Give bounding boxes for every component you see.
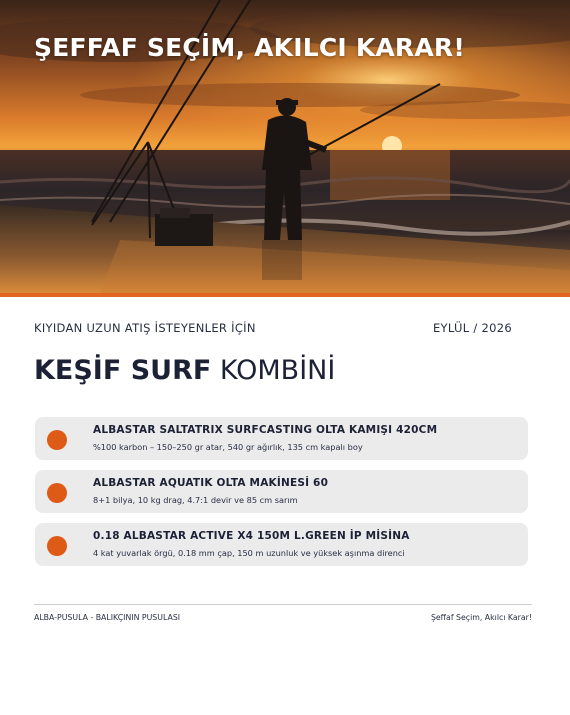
kicker-text: KIYIDAN UZUN ATIŞ İSTEYENLER İÇİN bbox=[34, 321, 256, 335]
product-card-line bbox=[35, 523, 528, 566]
hero-title: ŞEFFAF SEÇİM, AKILCI KARAR! bbox=[34, 33, 465, 62]
hero-divider bbox=[0, 293, 570, 297]
footer-divider bbox=[34, 604, 532, 605]
product-name: ALBASTAR AQUATIK OLTA MAKİNESİ 60 bbox=[93, 477, 329, 489]
footer-brand: ALBA-PUSULA - BALIKÇININ PUSULASI bbox=[34, 613, 181, 622]
page-title-regular: KOMBİNİ bbox=[219, 355, 336, 386]
bullet-dot-icon bbox=[47, 536, 67, 556]
page-title bbox=[34, 355, 335, 386]
product-card-rod bbox=[35, 417, 528, 460]
product-name: 0.18 ALBASTAR ACTIVE X4 150M L.GREEN İP MİSİNA bbox=[93, 530, 410, 542]
product-desc: %100 karbon – 150–250 gr atar, 540 gr ağırlık, 135 cm kapalı boy bbox=[93, 442, 363, 452]
footer-tagline: Şeffaf Seçim, Akılcı Karar! bbox=[430, 613, 532, 622]
hero-photo bbox=[0, 0, 570, 293]
bullet-dot-icon bbox=[47, 483, 67, 503]
product-card-reel bbox=[35, 470, 528, 513]
product-name: ALBASTAR SALTATRIX SURFCASTING OLTA KAMIŞI 420CM bbox=[93, 424, 438, 436]
product-desc: 4 kat yuvarlak örgü, 0.18 mm çap, 150 m uzunluk ve yüksek aşınma direnci bbox=[93, 548, 405, 558]
bullet-dot-icon bbox=[47, 430, 67, 450]
issue-date: EYLÜL / 2026 bbox=[432, 321, 512, 335]
product-desc: 8+1 bilya, 10 kg drag, 4.7:1 devir ve 85 cm sarım bbox=[93, 495, 298, 505]
page-title-bold: KEŞİF SURF bbox=[34, 355, 212, 386]
